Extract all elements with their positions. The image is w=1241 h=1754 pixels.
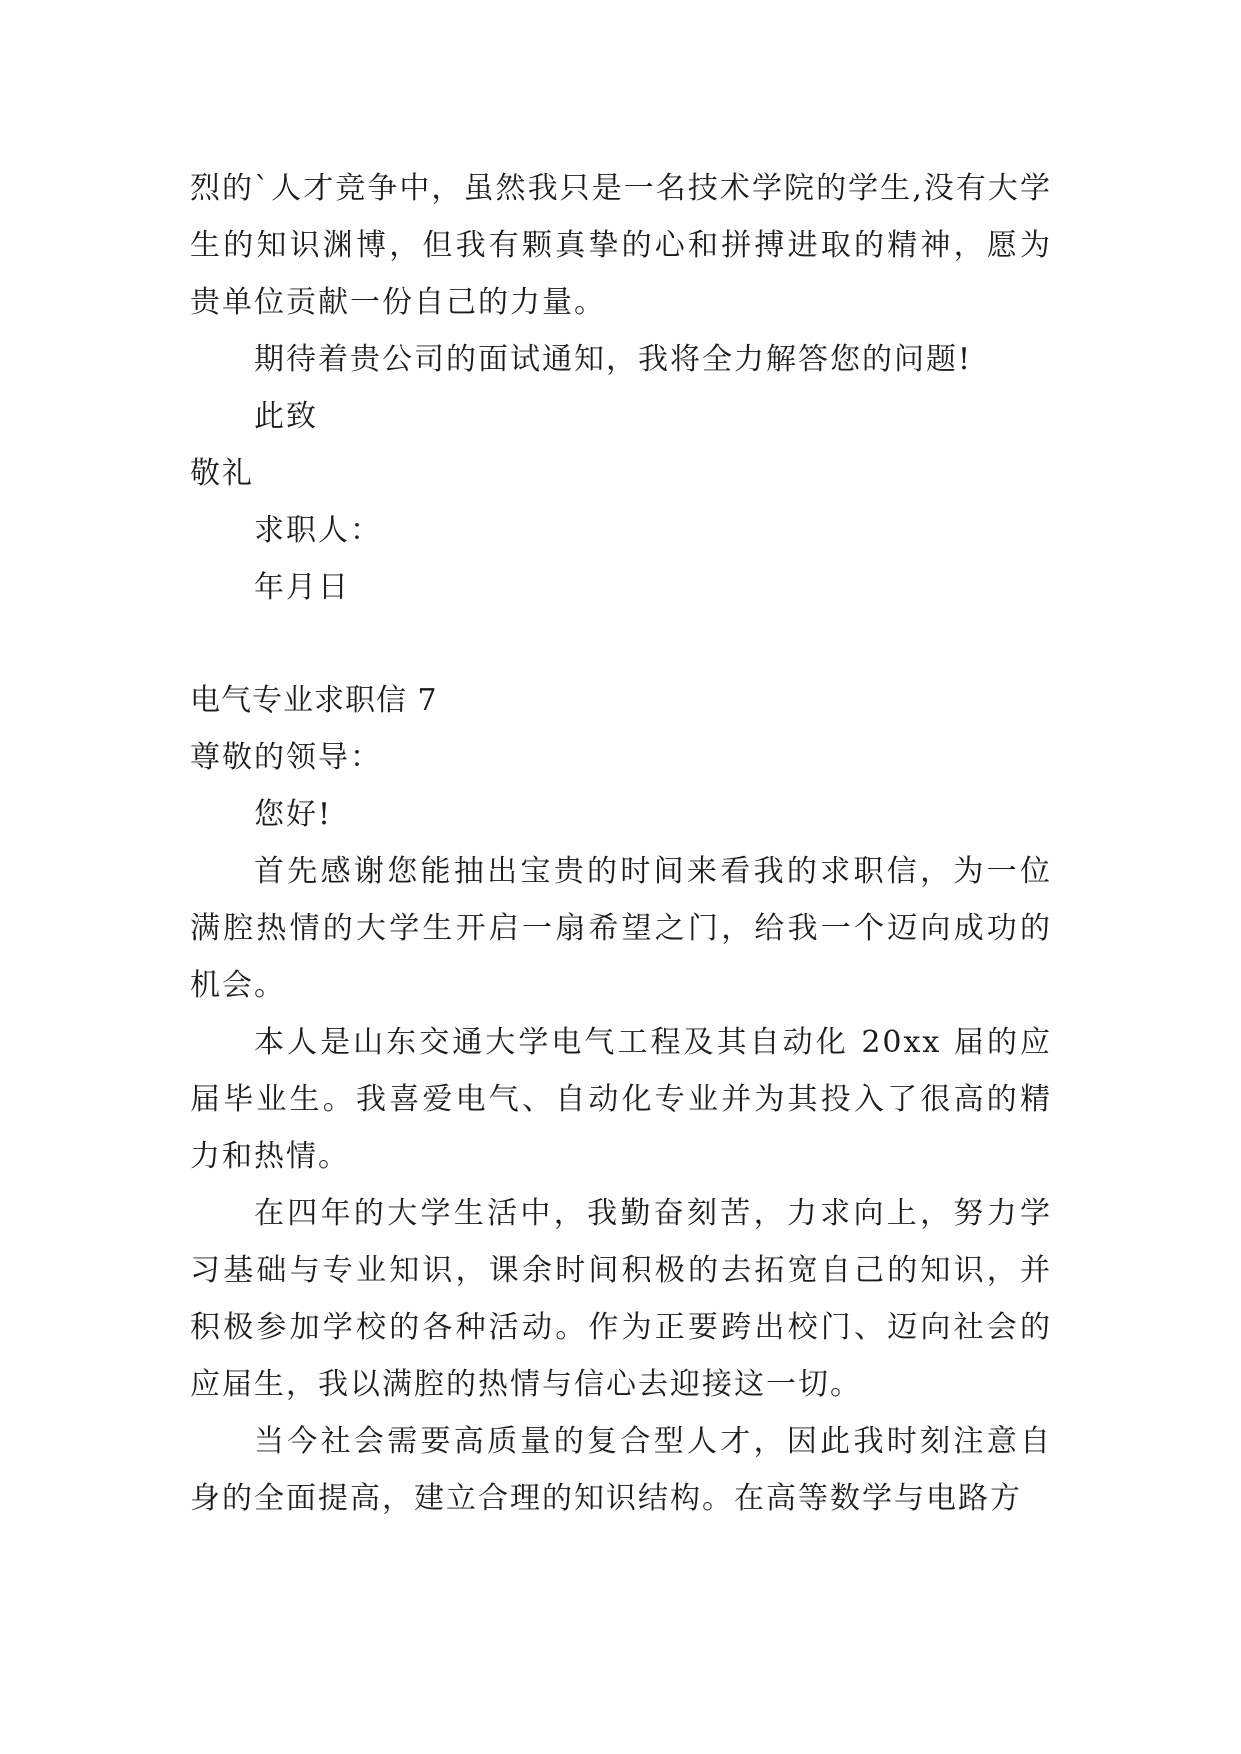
body-paragraph: 在四年的大学生活中，我勤奋刻苦，力求向上，努力学习基础与专业知识，课余时间积极的去拓宽自己的知识，并积极参加学校的各种活动。作为正要跨出校门、迈向社会的应届生，我以满腔的热情与信心去迎接这一切。 <box>190 1196 1052 1402</box>
paragraph-expectation: 期待着贵公司的面试通知，我将全力解答您的问题! <box>254 342 973 377</box>
closing-cizhi: 此致 <box>254 399 318 434</box>
letter-content <box>190 160 1052 1527</box>
salutation: 尊敬的领导： <box>190 740 382 775</box>
signature-applicant: 求职人： <box>254 513 382 548</box>
paragraph-continuation: 烈的`人才竞争中，虽然我只是一名技术学院的学生,没有大学生的知识渊博，但我有颗真挚的心和拼搏进取的精神，愿为贵单位贡献一份自己的力量。 <box>190 171 1052 320</box>
body-paragraph: 当今社会需要高质量的复合型人才，因此我时刻注意自身的全面提高，建立合理的知识结构。在高等数学与电路方 <box>190 1424 1052 1516</box>
greeting: 您好! <box>254 797 333 832</box>
body-paragraph: 首先感谢您能抽出宝贵的时间来看我的求职信，为一位满腔热情的大学生开启一扇希望之门，给我一个迈向成功的机会。 <box>190 854 1052 1003</box>
signature-date: 年月日 <box>254 570 350 605</box>
body-paragraph: 本人是山东交通大学电气工程及其自动化 20xx 届的应届毕业生。我喜爱电气、自动化专业并为其投入了很高的精力和热情。 <box>190 1025 1052 1174</box>
section-title: 电气专业求职信 7 <box>190 683 438 718</box>
closing-jingli: 敬礼 <box>190 456 254 491</box>
